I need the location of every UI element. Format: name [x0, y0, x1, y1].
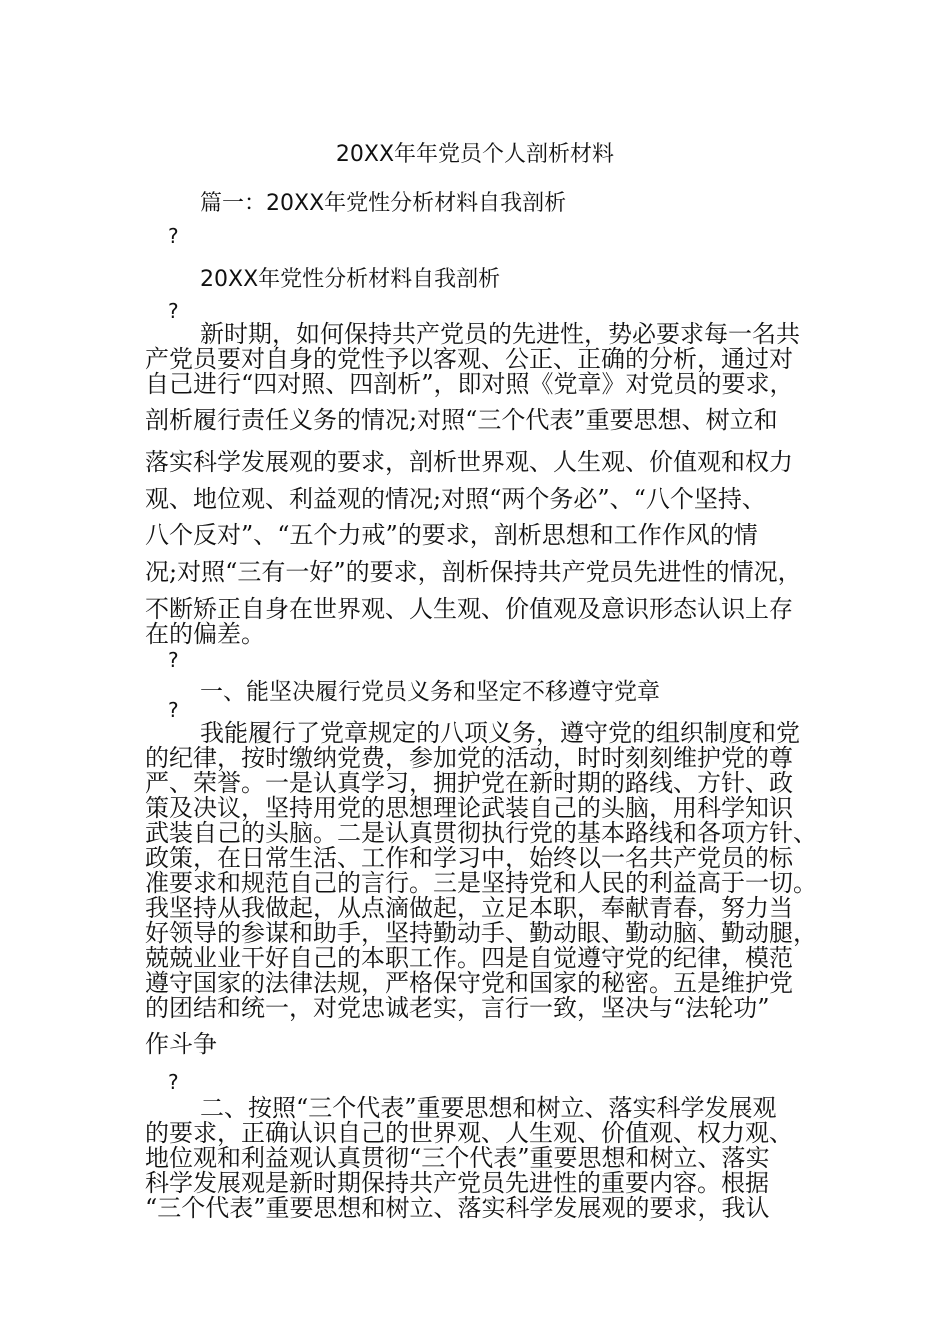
- text-line: 落实科学发展观的要求，剖析世界观、人生观、价值观和权力: [145, 448, 793, 476]
- text-line: 兢兢业业干好自己的本职工作。四是自觉遵守党的纪律，模范: [145, 944, 793, 972]
- text-line: 新时期，如何保持共产党员的先进性，势必要求每一名共: [200, 320, 800, 348]
- text-line: 我坚持从我做起，从点滴做起，立足本职，奉献青春，努力当: [145, 894, 793, 922]
- text-line: 武装自己的头脑。二是认真贯彻执行党的基本路线和各项方针、: [145, 819, 817, 847]
- text-line: 的团结和统一，对党忠诚老实，言行一致，坚决与“法轮功”: [145, 994, 770, 1022]
- text-line: 好领导的参谋和助手，坚持勤动手、勤动眼、勤动脑、勤动腿，: [145, 919, 817, 947]
- text-line: 严、荣誉。一是认真学习，拥护党在新时期的路线、方针、政: [145, 769, 793, 797]
- question-marker: ?: [168, 224, 179, 248]
- text-line: “三个代表”重要思想和树立、落实科学发展观的要求，我认: [145, 1194, 770, 1222]
- text-line: 科学发展观是新时期保持共产党员先进性的重要内容。根据: [145, 1169, 769, 1197]
- text-line: 不断矫正自身在世界观、人生观、价值观及意识形态认识上存: [145, 595, 793, 623]
- text-line: 政策，在日常生活、工作和学习中，始终以一名共产党员的标: [145, 844, 793, 872]
- text-line: 自己进行“四对照、四剖析”，即对照《党章》对党员的要求，: [145, 370, 794, 398]
- question-marker: ?: [168, 648, 179, 672]
- text-line: 策及决议，坚持用党的思想理论武装自己的头脑，用科学知识: [145, 794, 793, 822]
- text-line: 八个反对”、“五个力戒”的要求，剖析思想和工作作风的情: [145, 521, 758, 549]
- text-line: 观、地位观、利益观的情况;对照“两个务必”、“八个坚持、: [145, 485, 766, 513]
- text-line: 况;对照“三有一好”的要求，剖析保持共产党员先进性的情况，: [145, 558, 802, 586]
- question-marker: ?: [168, 1070, 179, 1094]
- text-line: 二、按照“三个代表”重要思想和树立、落实科学发展观: [200, 1094, 777, 1122]
- document-title: 20XX年年党员个人剖析材料: [335, 142, 615, 167]
- question-marker: ?: [168, 299, 179, 323]
- text-line: 地位观和利益观认真贯彻“三个代表”重要思想和树立、落实: [145, 1144, 770, 1172]
- question-marker: ?: [168, 698, 179, 722]
- text-line: 遵守国家的法律法规，严格保守党和国家的秘密。五是维护党: [145, 969, 793, 997]
- text-line: 剖析履行责任义务的情况;对照“三个代表”重要思想、树立和: [145, 406, 778, 434]
- text-line: 我能履行了党章规定的八项义务，遵守党的组织制度和党: [200, 719, 800, 747]
- section-heading: 篇一：20XX年党性分析材料自我剖析: [200, 191, 567, 216]
- heading-one: 一、能坚决履行党员义务和坚定不移遵守党章: [200, 679, 660, 705]
- text-line: 作斗争: [145, 1030, 217, 1058]
- sub-heading: 20XX年党性分析材料自我剖析: [200, 267, 501, 292]
- text-line: 在的偏差。: [145, 620, 265, 648]
- text-line: 准要求和规范自己的言行。三是坚持党和人民的利益高于一切。: [145, 869, 817, 897]
- text-line: 的要求，正确认识自己的世界观、人生观、价值观、权力观、: [145, 1119, 793, 1147]
- text-line: 的纪律，按时缴纳党费，参加党的活动，时时刻刻维护党的尊: [145, 744, 793, 772]
- text-line: 产党员要对自身的党性予以客观、公正、正确的分析，通过对: [145, 345, 793, 373]
